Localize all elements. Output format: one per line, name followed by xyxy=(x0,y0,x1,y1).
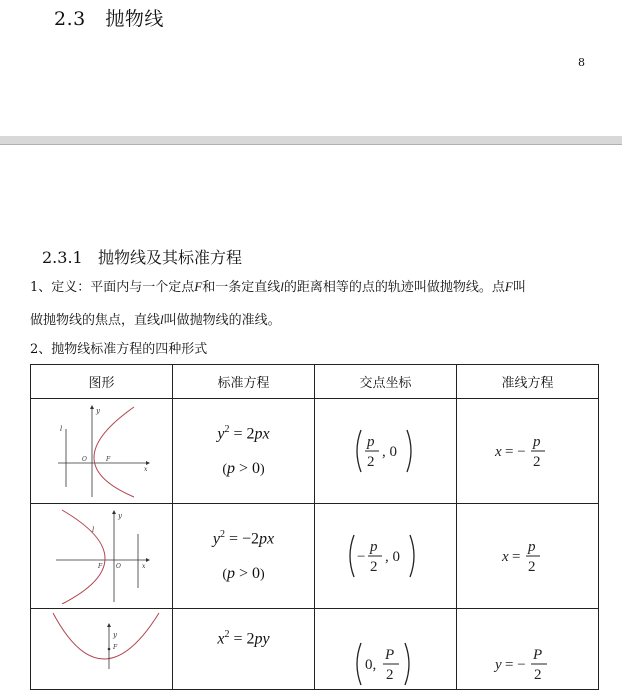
svg-text:2: 2 xyxy=(532,454,540,470)
def-symbol-l2: l xyxy=(160,312,164,327)
y-axis-label: y xyxy=(117,512,122,520)
graph-cell-2 xyxy=(31,504,173,609)
def-text-6: 叫做抛物线的准线。 xyxy=(163,313,281,328)
def-text-4: 叫 xyxy=(512,280,526,295)
svg-text:=: = xyxy=(511,549,520,565)
def-symbol-l: l xyxy=(280,279,284,294)
def-text-5: 做抛物线的焦点，直线 xyxy=(30,313,161,328)
graph-cell-1 xyxy=(31,399,173,504)
graph-cell-3 xyxy=(31,609,173,690)
svg-text:p: p xyxy=(527,539,535,555)
section-title xyxy=(54,4,164,31)
x-axis-label: x xyxy=(143,466,147,473)
directrix-cell-1 xyxy=(457,399,599,504)
page-divider xyxy=(0,144,622,145)
y-axis-label: y xyxy=(95,407,100,415)
focus-label: F xyxy=(105,456,110,463)
directrix-label: l xyxy=(91,526,94,534)
directrix-cell-3 xyxy=(457,609,599,690)
svg-text:y: y xyxy=(494,657,502,673)
directrix-formula-3 xyxy=(493,639,563,689)
subsection-number: 2.3.1 xyxy=(42,248,83,267)
condition-1: (p > 0) xyxy=(222,459,265,477)
focus-formula-2 xyxy=(346,531,426,581)
header-equation: 标准方程 xyxy=(173,365,315,399)
section-number: 2.3 xyxy=(54,8,86,30)
origin-label: O xyxy=(81,456,87,463)
parabola-left-graph xyxy=(52,508,152,604)
y-axis-label: y xyxy=(112,631,117,639)
header-directrix: 准线方程 xyxy=(457,365,599,399)
svg-text:p: p xyxy=(369,539,377,555)
focus-formula-1 xyxy=(351,426,421,476)
definition-line-1 xyxy=(30,278,526,297)
def-symbol-F2: F xyxy=(504,279,513,294)
svg-text:2: 2 xyxy=(385,667,393,683)
def-symbol-F: F xyxy=(194,279,203,294)
svg-text:0,: 0, xyxy=(364,657,376,673)
svg-text:, 0: , 0 xyxy=(384,549,400,565)
svg-text:p: p xyxy=(532,434,540,450)
page-gap xyxy=(0,136,622,144)
subsection-title xyxy=(42,245,242,268)
subsection-name: 抛物线及其标准方程 xyxy=(97,248,242,267)
svg-text:2: 2 xyxy=(527,559,535,575)
equation-1: $y^2 = 2px$ xyxy=(217,424,270,443)
focus-label: F xyxy=(112,644,117,651)
svg-text:P: P xyxy=(532,647,542,663)
parabola-up-graph xyxy=(37,609,167,669)
equation-3: $x^2 = 2py$ xyxy=(217,629,270,648)
def-text-3: 的距离相等的点的轨迹叫做抛物线。点 xyxy=(283,280,505,295)
svg-text:P: P xyxy=(384,647,394,663)
svg-text:= −: = − xyxy=(504,444,526,460)
equation-cell-2 xyxy=(173,504,315,609)
focus-cell-2 xyxy=(315,504,457,609)
equation-cell-3 xyxy=(173,609,315,690)
svg-text:x: x xyxy=(494,444,502,460)
directrix-label: l xyxy=(59,425,62,433)
focus-formula-3 xyxy=(351,639,421,689)
condition-2: (p > 0) xyxy=(222,564,265,582)
header-graph: 图形 xyxy=(31,365,173,399)
section-name: 抛物线 xyxy=(105,8,164,30)
parabola-right-graph xyxy=(52,403,152,499)
header-focus: 交点坐标 xyxy=(315,365,457,399)
x-axis-label: x xyxy=(141,563,145,570)
forms-heading: 2、抛物线标准方程的四种形式 xyxy=(30,342,208,357)
svg-text:p: p xyxy=(366,434,374,450)
svg-text:2: 2 xyxy=(366,454,374,470)
svg-text:, 0: , 0 xyxy=(381,444,397,460)
svg-text:−: − xyxy=(356,549,365,565)
directrix-formula-2 xyxy=(498,531,558,581)
svg-text:2: 2 xyxy=(369,559,377,575)
svg-text:= −: = − xyxy=(504,657,526,673)
def-text-1: 1、定义：平面内与一个定点 xyxy=(30,280,195,295)
definition-line-2 xyxy=(30,311,281,330)
svg-text:x: x xyxy=(501,549,509,565)
svg-text:2: 2 xyxy=(533,667,541,683)
def-text-2: 和一条定直线 xyxy=(202,280,281,295)
origin-label: O xyxy=(115,563,121,570)
directrix-cell-2 xyxy=(457,504,599,609)
focus-cell-1 xyxy=(315,399,457,504)
standard-forms-table xyxy=(30,364,599,690)
equation-cell-1 xyxy=(173,399,315,504)
focus-cell-3 xyxy=(315,609,457,690)
equation-2: $y^2 = -2px$ xyxy=(212,529,275,548)
page-number: 8 xyxy=(578,56,585,69)
directrix-formula-1 xyxy=(493,426,563,476)
focus-label: F xyxy=(97,563,102,570)
